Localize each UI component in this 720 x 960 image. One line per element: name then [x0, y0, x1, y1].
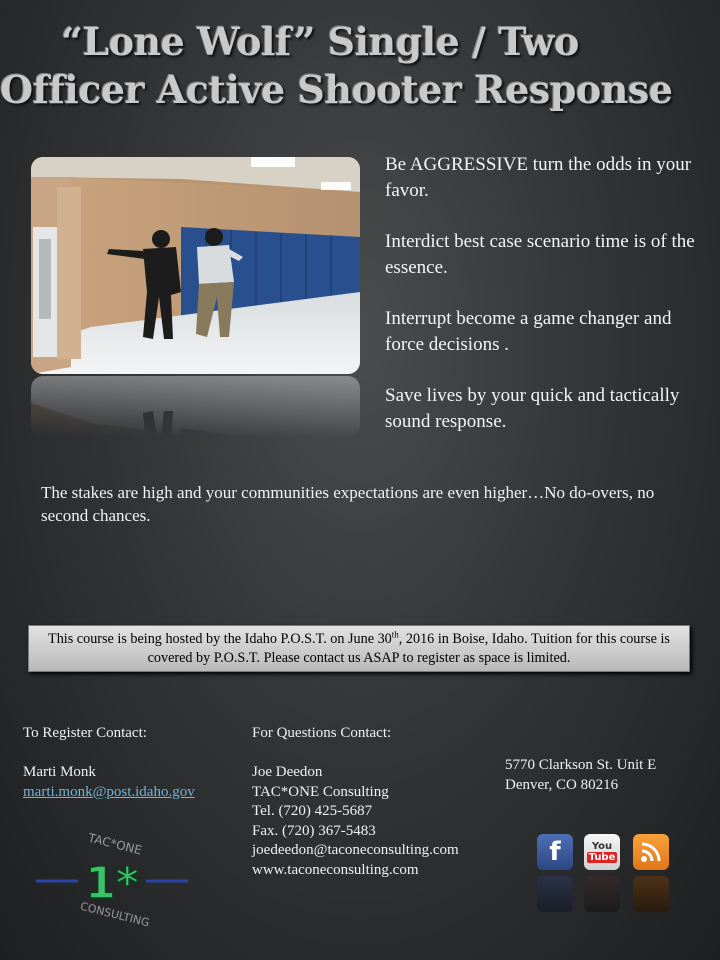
banner-text-2: , 2016 in Boise, Idaho. Tuition for this course is covered by P.O.S.T. Please contact us ASAP to register as space is limited.: [147, 631, 670, 666]
questions-website[interactable]: www.taconeconsulting.com: [252, 861, 419, 878]
youtube-icon-reflection: [584, 876, 620, 912]
point-interrupt: Interrupt become a game changer and force decisions .: [385, 308, 672, 355]
register-email-link[interactable]: marti.monk@post.idaho.gov: [23, 783, 195, 800]
rss-icon-reflection: [633, 876, 669, 912]
point-interdict: Interdict best case scenario time is of the essence.: [385, 231, 695, 278]
social-icons: [537, 834, 671, 914]
register-heading: To Register Contact:: [23, 725, 147, 741]
logo-bottom-text: CONSULTING: [78, 899, 151, 926]
facebook-icon-reflection: [537, 876, 573, 912]
register-name: Marti Monk: [23, 764, 96, 780]
facebook-icon[interactable]: f: [537, 834, 573, 870]
tacone-logo: [34, 830, 190, 926]
questions-company: TAC*ONE Consulting: [252, 783, 389, 800]
stakes-statement: The stakes are high and your communities expectations are even higher…No do-overs, no second chances.: [41, 483, 655, 525]
register-contact: [23, 724, 195, 802]
title-line-1: “Lone Wolf” Single / Two: [61, 19, 579, 64]
photo-reflection: [31, 376, 360, 438]
point-aggressive: Be AGGRESSIVE turn the odds in your favor.: [385, 154, 692, 201]
youtube-icon[interactable]: You Tube: [584, 834, 620, 870]
questions-name: Joe Deedon: [252, 764, 323, 780]
title-line-2: Officer Active Shooter Response: [0, 67, 673, 112]
logo-top-text: TAC*ONE: [86, 830, 144, 858]
questions-tel: Tel. (720) 425-5687: [252, 803, 373, 819]
banner-text-1: This course is being hosted by the Idaho P.O.S.T. on June 30: [48, 631, 392, 647]
mailing-address: [505, 756, 656, 795]
address-line-2: Denver, CO 80216: [505, 776, 619, 793]
address-line-1: 5770 Clarkson St. Unit E: [505, 757, 657, 773]
banner-sup: th: [391, 629, 399, 640]
rss-icon[interactable]: [633, 834, 669, 870]
questions-fax: Fax. (720) 367-5483: [252, 822, 376, 839]
course-info-banner: [28, 625, 690, 672]
page-title: [0, 18, 673, 114]
logo-mark: 1*: [85, 858, 139, 909]
hallway-photo: [31, 157, 360, 374]
point-save-lives: Save lives by your quick and tactically sound response.: [385, 385, 680, 432]
questions-email[interactable]: joedeedon@taconeconsulting.com: [252, 842, 459, 858]
key-points: [385, 152, 705, 460]
questions-heading: For Questions Contact:: [252, 725, 392, 741]
questions-contact: [252, 724, 459, 880]
